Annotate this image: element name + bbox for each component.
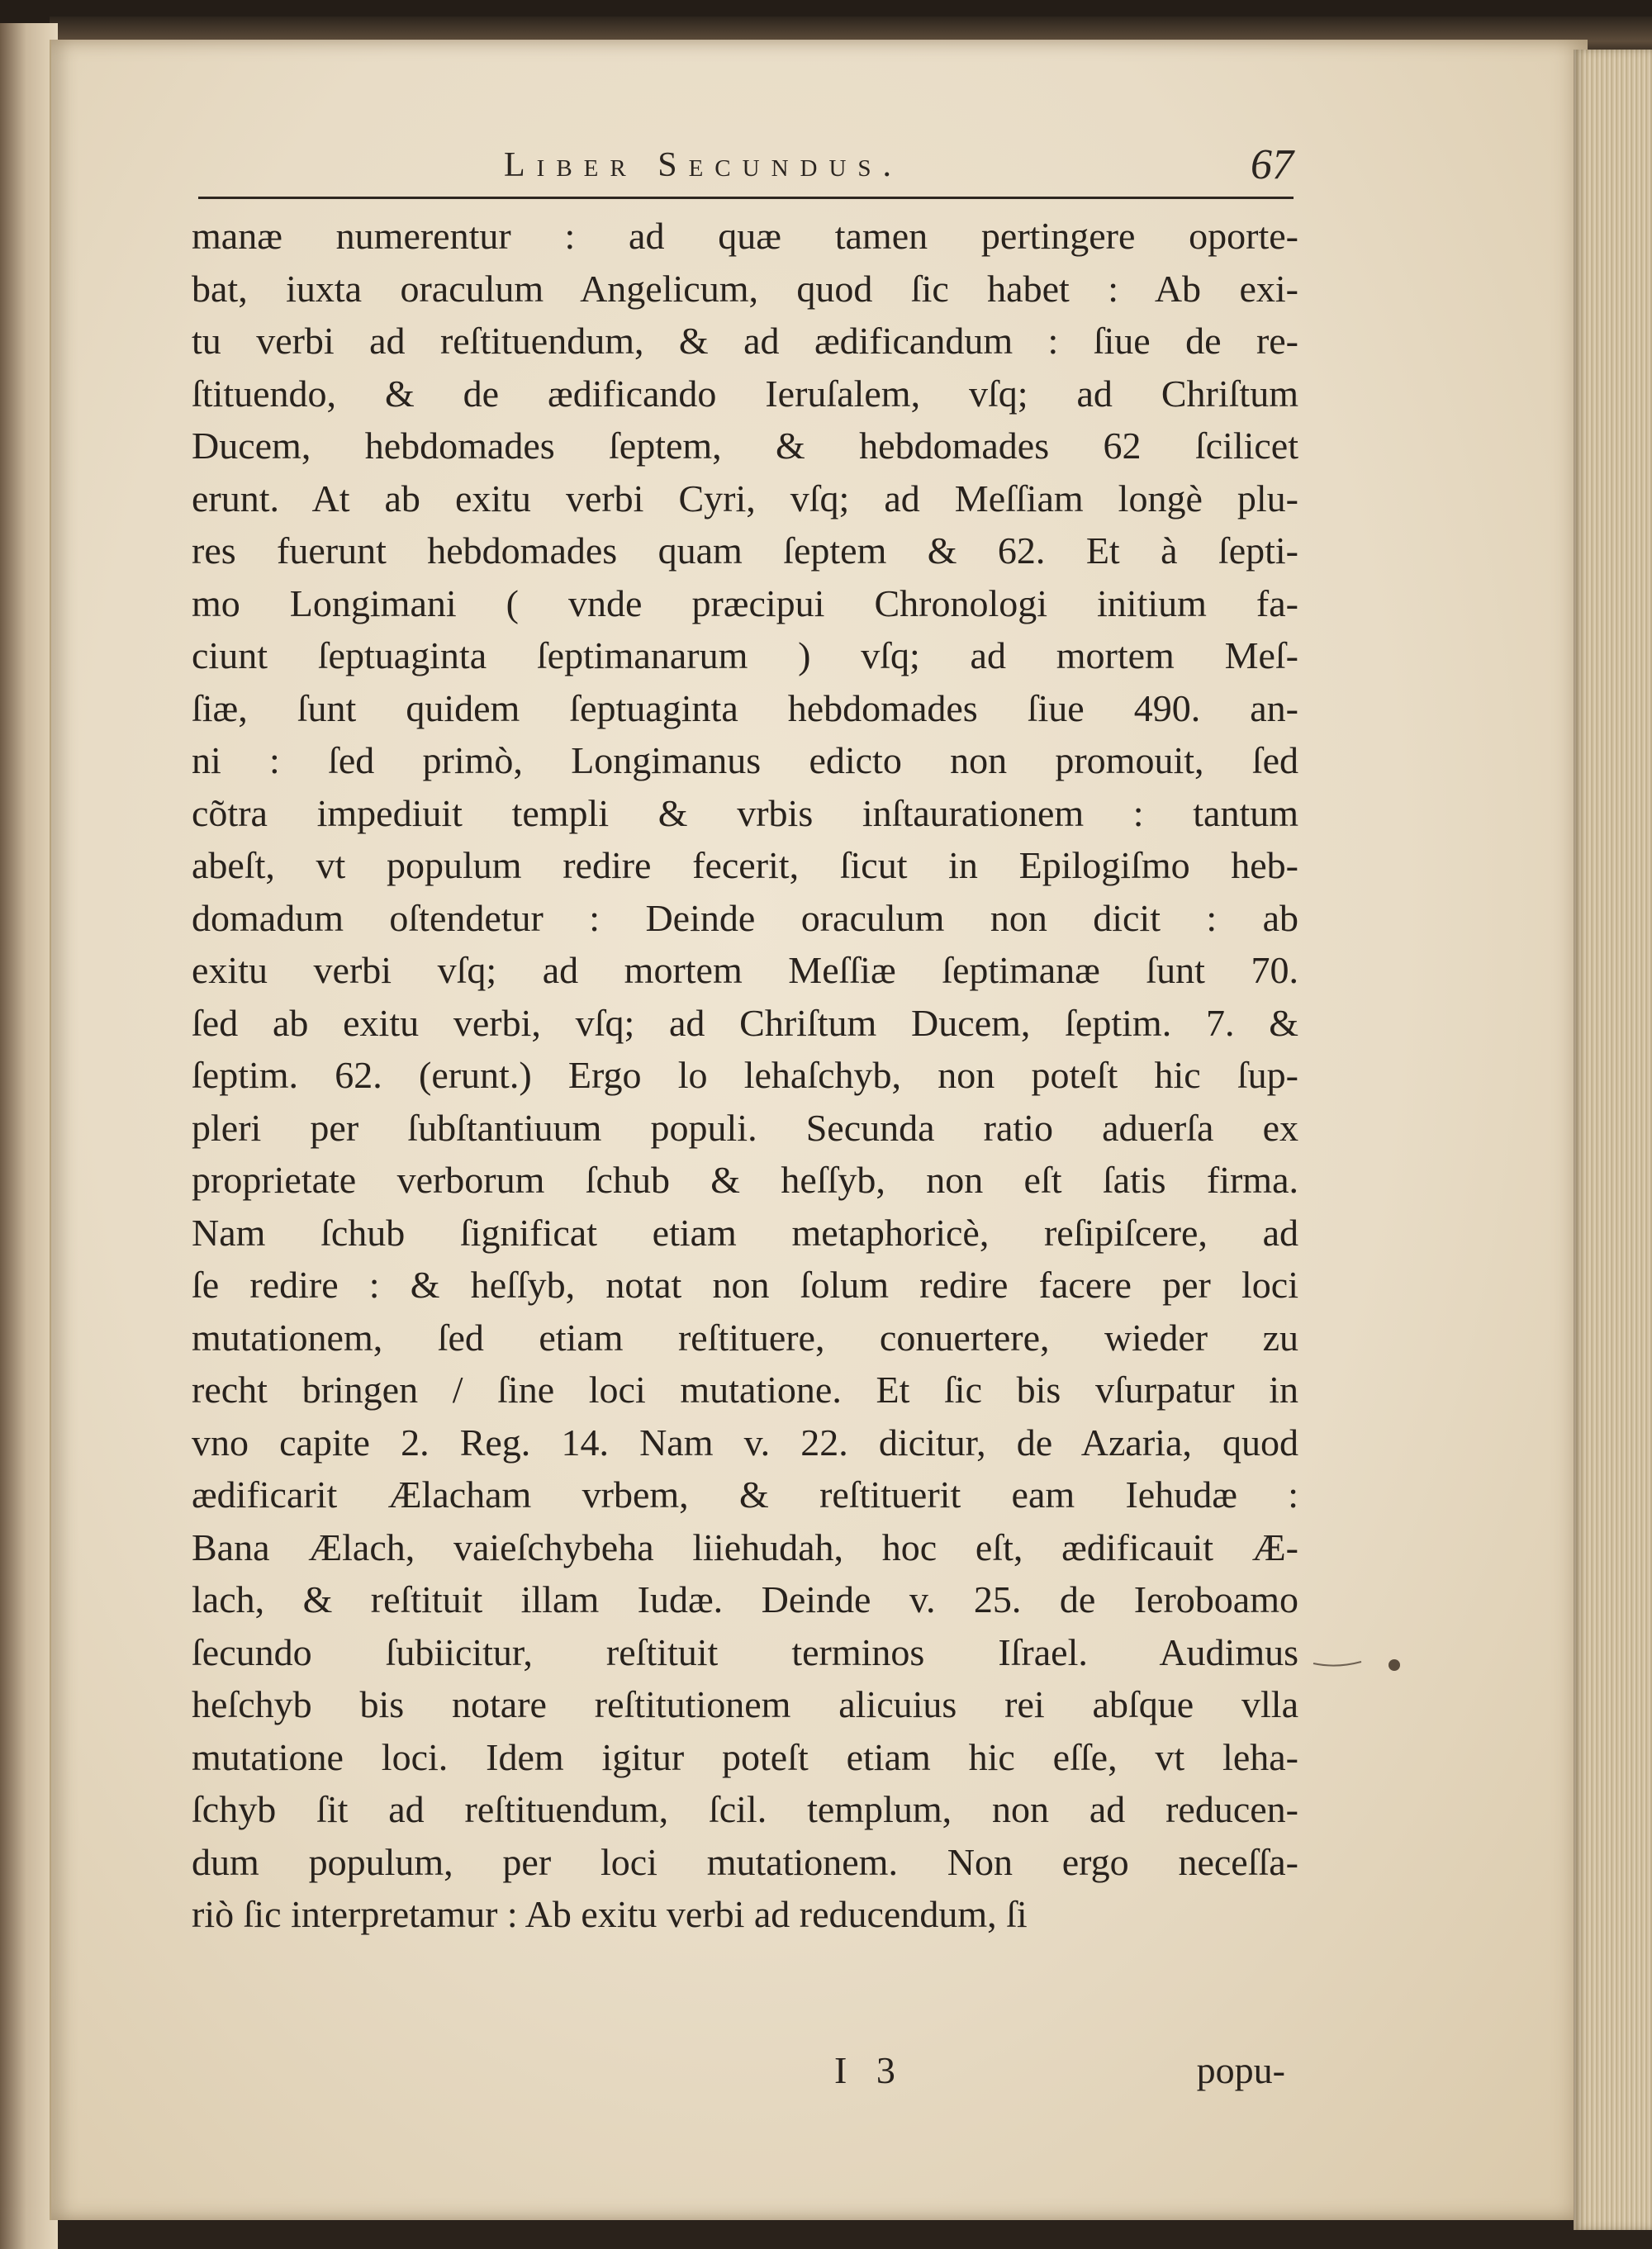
text-line: tu verbi ad reſtituendum, & ad ædificandum : ſiue de re- xyxy=(192,320,1298,362)
text-line: res fuerunt hebdomades quam ſeptem & 62. Et à ſepti- xyxy=(192,529,1298,572)
text-line: exitu verbi vſq; ad mortem Meſſiæ ſeptimanæ ſunt 70. xyxy=(192,949,1298,991)
text-line: ni : ſed primò, Longimanus edicto non promouit, ſed xyxy=(192,739,1298,781)
text-line: mutationem, ſed etiam reſtituere, conuertere, wieder zu xyxy=(192,1316,1298,1359)
text-line: lach, & reſtituit illam Iudæ. Deinde v. 25. de Ieroboamo xyxy=(192,1578,1298,1620)
text-line: ſecundo ſubiicitur, reſtituit terminos Iſrael. Audimus xyxy=(192,1630,1298,1673)
text-line: Ducem, hebdomades ſeptem, & hebdomades 62 ſcilicet xyxy=(192,425,1298,467)
text-line: bat, iuxta oraculum Angelicum, quod ſic habet : Ab exi- xyxy=(192,267,1298,310)
text-line: recht bringen / ſine loci mutatione. Et ſic bis vſurpatur in xyxy=(192,1369,1298,1411)
text-line: domadum oſtendetur : Deinde oraculum non dicit : ab xyxy=(192,896,1298,939)
page-number: 67 xyxy=(1251,141,1294,188)
catchword: popu- xyxy=(1196,2049,1285,2091)
margin-ink-mark xyxy=(1312,1652,1403,1677)
text-line: proprietate verborum ſchub & heſſyb, non eſt ſatis firma. xyxy=(192,1159,1298,1201)
running-header xyxy=(198,141,1294,203)
text-line: heſchyb bis notare reſtitutionem alicuius rei abſque vlla xyxy=(192,1683,1298,1725)
text-line: ſeptim. 62. (erunt.) Ergo lo lehaſchyb, non poteſt hic ſup- xyxy=(192,1054,1298,1096)
text-line: ſchyb ſit ad reſtituendum, ſcil. templum, non ad reducen- xyxy=(192,1788,1298,1830)
text-line: cõtra impediuit templi & vrbis inſtaurationem : tantum xyxy=(192,791,1298,834)
text-line: ciunt ſeptuaginta ſeptimanarum ) vſq; ad mortem Meſ- xyxy=(192,634,1298,676)
text-line: erunt. At ab exitu verbi Cyri, vſq; ad Meſſiam longè plu- xyxy=(192,477,1298,520)
text-line: vno capite 2. Reg. 14. Nam v. 22. dicitur, de Azaria, quod xyxy=(192,1421,1298,1464)
text-line: Bana Ælach, vaieſchybeha liiehudah, hoc eſt, ædificauit Æ- xyxy=(192,1525,1298,1568)
text-line: ſiæ, ſunt quidem ſeptuaginta hebdomades ſiue 490. an- xyxy=(192,686,1298,729)
header-rule xyxy=(198,197,1294,199)
running-title: Liber Secundus. xyxy=(504,146,904,184)
page-footer xyxy=(198,2048,1294,2106)
text-line: abeſt, vt populum redire fecerit, ſicut in Epilogiſmo heb- xyxy=(192,844,1298,886)
text-line: manæ numerentur : ad quæ tamen pertingere oporte- xyxy=(192,215,1298,257)
text-line: mo Longimani ( vnde præcipui Chronologi initium fa- xyxy=(192,581,1298,624)
text-line: mutatione loci. Idem igitur poteſt etiam hic eſſe, vt leha- xyxy=(192,1735,1298,1778)
page-fore-edge xyxy=(1574,50,1652,2230)
signature-mark: I 3 xyxy=(834,2049,905,2091)
text-line: ſed ab exitu verbi, vſq; ad Chriſtum Ducem, ſeptim. 7. & xyxy=(192,1001,1298,1044)
text-line: Nam ſchub ſignificat etiam metaphoricè, reſipiſcere, ad xyxy=(192,1211,1298,1254)
text-line: ſe redire : & heſſyb, notat non ſolum redire facere per loci xyxy=(192,1264,1298,1306)
text-line: dum populum, per loci mutationem. Non ergo neceſſa- xyxy=(192,1840,1298,1883)
text-line: ſtituendo, & de ædificando Ieruſalem, vſq; ad Chriſtum xyxy=(192,372,1298,415)
text-line: ædificarit Ælacham vrbem, & reſtituerit eam Iehudæ : xyxy=(192,1473,1298,1516)
text-line: riò ſic interpretamur : Ab exitu verbi ad reducendum, ſi xyxy=(192,1893,1028,1935)
body-text xyxy=(192,210,1298,1941)
text-line: pleri per ſubſtantiuum populi. Secunda ratio aduerſa ex xyxy=(192,1106,1298,1149)
